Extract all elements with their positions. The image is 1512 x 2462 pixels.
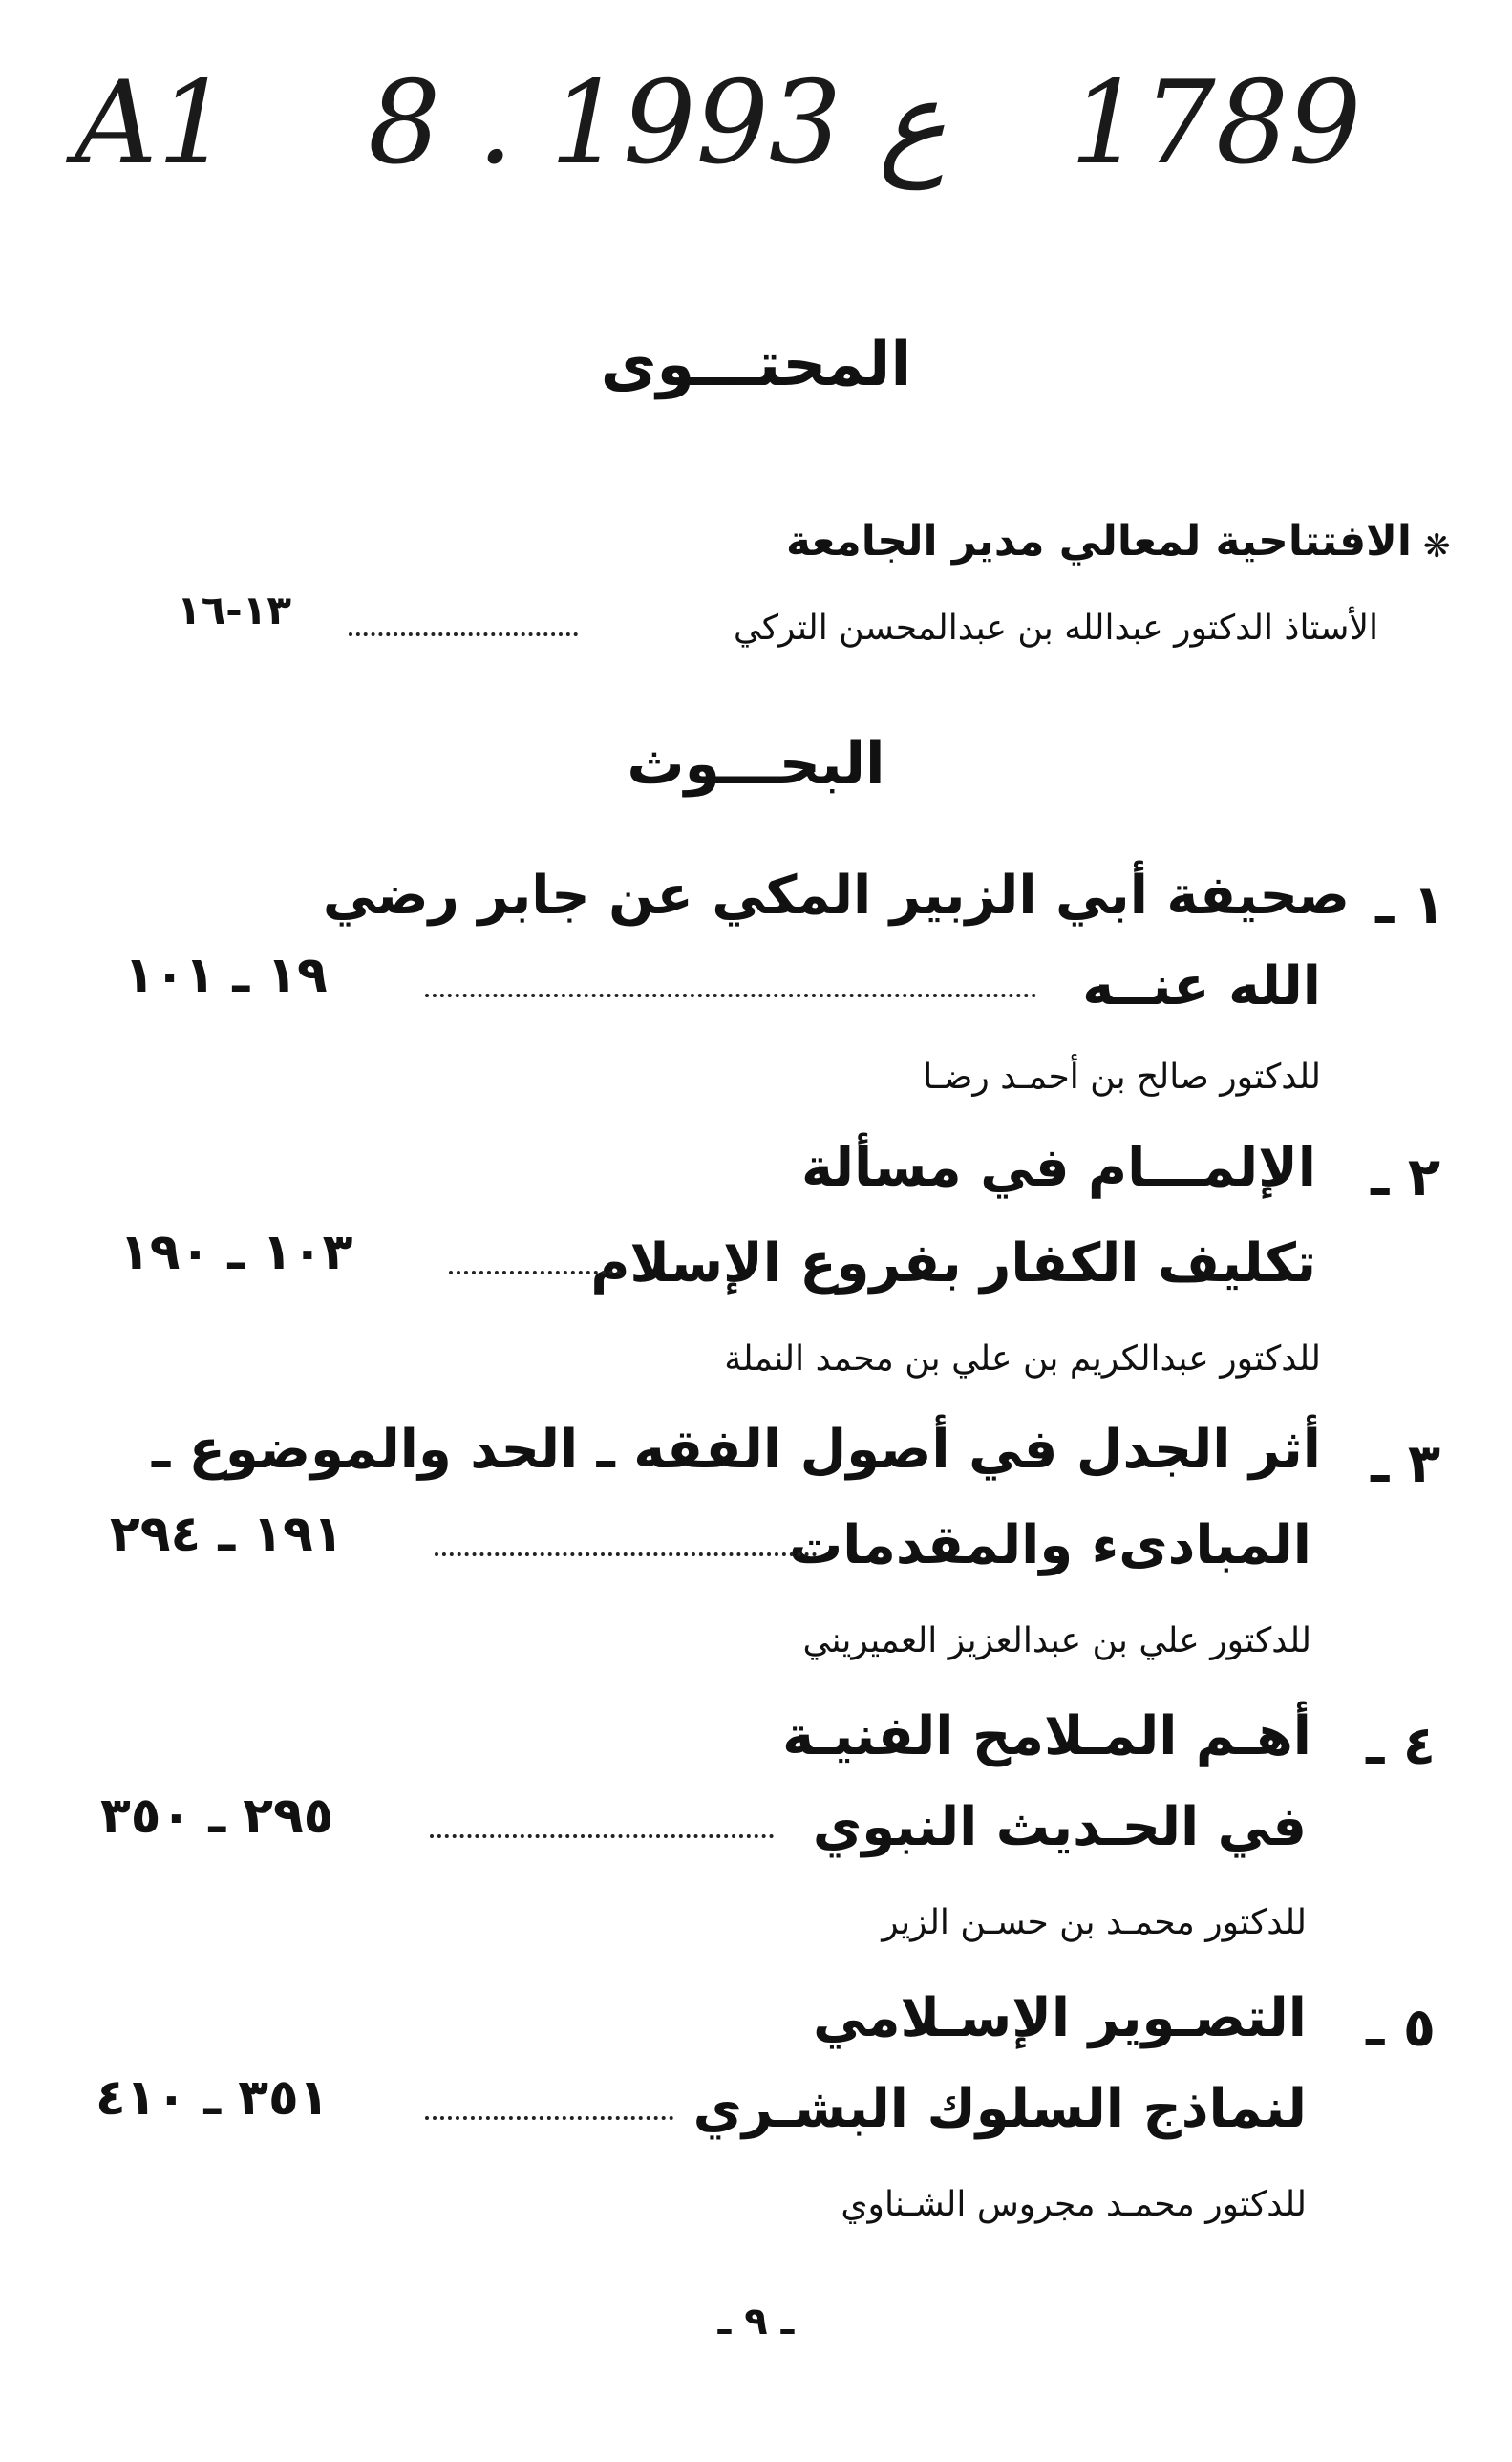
article-pages: ٣٥١ ـ ٤١٠ — [96, 2069, 330, 2127]
opening-pages: ١٣-١٦ — [177, 587, 291, 633]
page-number: ـ ٩ ـ — [717, 2300, 795, 2344]
opening-title: الافتتاحية لمعالي مدير الجامعة — [786, 517, 1412, 566]
handwritten-serial: 1789 — [1070, 57, 1362, 190]
article-title-line2: المبادىء والمقدمات — [788, 1514, 1311, 1576]
article-title-line2: لنماذج السلوك البشـري — [692, 2078, 1307, 2140]
article-pages: ١٩ ـ ١٠١ — [124, 947, 328, 1004]
article-title-line1: الإلمـــام في مسألة — [801, 1137, 1316, 1199]
article-author: للدكتور محمـد بن حسـن الزير — [882, 1903, 1307, 1942]
research-heading: البحـــوث — [627, 731, 885, 798]
handwritten-ref-code: A1 — [75, 57, 231, 190]
opening-leader-dots — [349, 632, 578, 636]
article-pages: ٢٩٥ ـ ٣٥٠ — [100, 1788, 334, 1845]
article-author: للدكتور محمـد مجروس الشـناوي — [841, 2185, 1307, 2224]
opening-author: الأستاذ الدكتور عبدالله بن عبدالمحسن التركي — [733, 609, 1378, 648]
article-title-line2: الله عنــه — [1082, 955, 1321, 1017]
article-title-line2: في الحـديث النبوي — [812, 1796, 1307, 1858]
article-pages: ١٠٣ ـ ١٩٠ — [119, 1224, 353, 1281]
article-title-line1: أهـم المـلامح الفنيـة — [782, 1705, 1311, 1767]
asterisk-icon: ❋ — [1423, 527, 1451, 566]
article-leader-dots — [449, 1271, 621, 1274]
article-leader-dots — [425, 2116, 673, 2120]
article-author: للدكتور علي بن عبدالعزيز العميريني — [802, 1621, 1311, 1660]
article-leader-dots — [430, 1834, 774, 1838]
article-number: ٥ ـ — [1366, 1997, 1436, 2059]
article-number: ٣ ـ — [1371, 1433, 1440, 1495]
article-title-line2: تكليف الكفار بفروع الإسلام — [590, 1232, 1316, 1295]
article-author: للدكتور عبدالكريم بن علي بن محمد النملة — [724, 1339, 1321, 1379]
article-title-line1: التصـوير الإسـلامي — [813, 1987, 1307, 2049]
article-pages: ١٩١ ـ ٢٩٤ — [110, 1506, 344, 1563]
article-number: ١ ـ — [1375, 874, 1445, 936]
article-number: ٤ ـ — [1366, 1715, 1436, 1777]
article-author: للدكتور صالح بن أحمـد رضـا — [923, 1058, 1321, 1097]
article-title-line1: أثر الجدل في أصول الفقه ـ الحد والموضوع ـ — [151, 1419, 1321, 1481]
article-number: ٢ ـ — [1371, 1146, 1440, 1209]
article-leader-dots — [435, 1552, 817, 1556]
handwritten-date: 8 . ع 1993 — [368, 57, 947, 190]
article-leader-dots — [425, 994, 1036, 997]
toc-heading: المحتـــوى — [600, 330, 912, 400]
article-title-line1: صحيفة أبي الزبير المكي عن جابر رضي — [322, 865, 1350, 927]
